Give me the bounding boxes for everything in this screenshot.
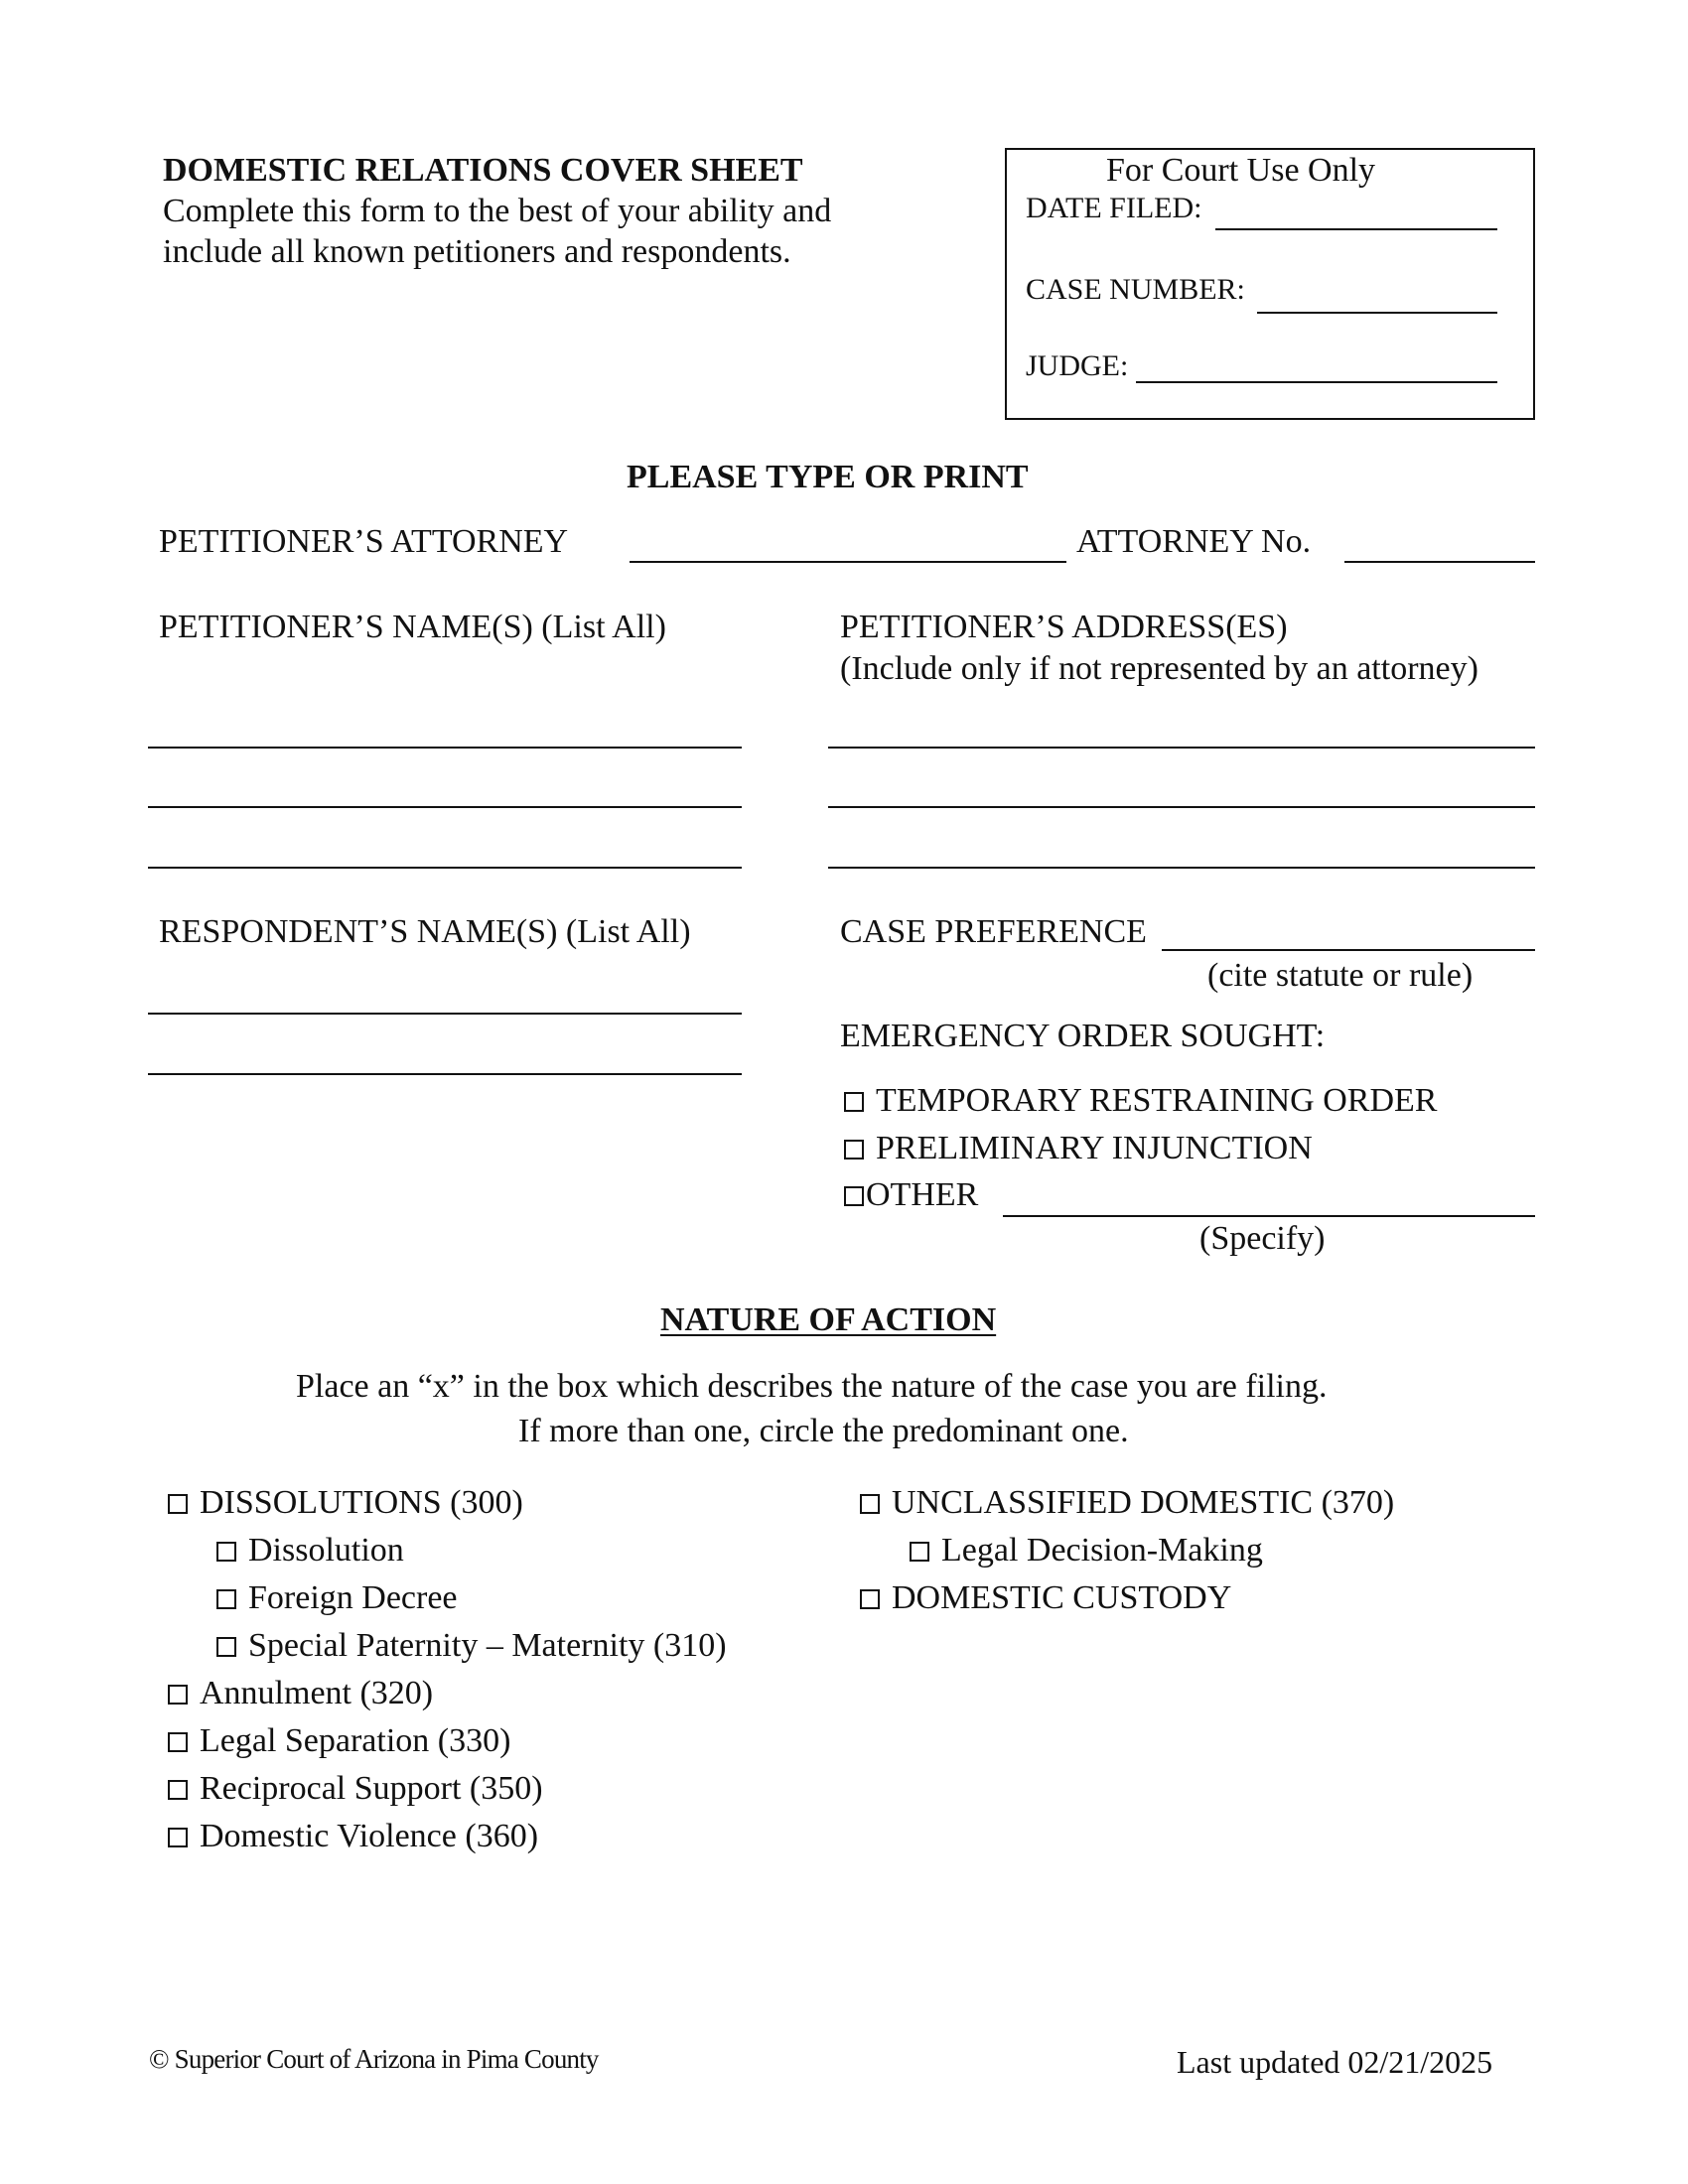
option-dissolution[interactable]: Dissolution [216,1531,404,1570]
option-dissolutions[interactable]: DISSOLUTIONS (300) [168,1483,523,1523]
nature-instruction-line-2: If more than one, circle the predominant one. [518,1413,1129,1449]
option-domestic-violence[interactable]: Domestic Violence (360) [168,1817,538,1856]
form-title: DOMESTIC RELATIONS COVER SHEET [163,152,803,189]
respondent-names-label: RESPONDENT’S NAME(S) (List All) [159,913,691,950]
checkbox[interactable] [168,1732,188,1752]
respondent-name-field[interactable] [148,1073,742,1075]
nature-of-action-heading: NATURE OF ACTION [660,1301,997,1338]
option-unclassified-domestic[interactable]: UNCLASSIFIED DOMESTIC (370) [860,1483,1394,1523]
checkbox[interactable] [216,1589,236,1609]
petitioner-address-field[interactable] [828,867,1535,869]
copyright-notice: © Superior Court of Arizona in Pima County [149,2044,599,2074]
checkbox[interactable] [860,1494,880,1514]
checkbox[interactable] [844,1092,864,1112]
petitioner-names-label: PETITIONER’S NAME(S) (List All) [159,609,666,645]
checkbox[interactable] [168,1828,188,1847]
option-legal-separation[interactable]: Legal Separation (330) [168,1721,510,1761]
case-preference-label: CASE PREFERENCE [840,913,1147,950]
attorney-number-field[interactable] [1344,561,1535,563]
date-filed-field[interactable] [1215,228,1497,230]
checkbox[interactable] [844,1186,864,1206]
option-reciprocal-support[interactable]: Reciprocal Support (350) [168,1769,543,1809]
print-notice: PLEASE TYPE OR PRINT [627,459,1029,495]
petitioner-address-field[interactable] [828,806,1535,808]
petitioner-address-note: (Include only if not represented by an attorney) [840,650,1478,687]
petitioner-name-field[interactable] [148,747,742,749]
checkbox[interactable] [844,1140,864,1160]
checkbox[interactable] [168,1685,188,1705]
petitioner-address-label: PETITIONER’S ADDRESS(ES) [840,609,1288,645]
case-preference-field[interactable] [1162,949,1535,951]
petitioner-attorney-field[interactable] [630,561,1066,563]
date-filed-label: DATE FILED: [1026,192,1202,224]
emergency-other-field[interactable] [1003,1215,1535,1217]
case-preference-note: (cite statute or rule) [1207,957,1474,994]
checkbox[interactable] [216,1637,236,1657]
respondent-name-field[interactable] [148,1013,742,1015]
checkbox[interactable] [168,1780,188,1800]
option-legal-decision-making[interactable]: Legal Decision-Making [910,1531,1263,1570]
nature-instruction-line-1: Place an “x” in the box which describes the nature of the case you are filing. [296,1368,1328,1405]
emergency-option-tro[interactable]: TEMPORARY RESTRAINING ORDER [844,1081,1437,1121]
instructions-line-2: include all known petitioners and respondents. [163,233,791,270]
checkbox[interactable] [168,1494,188,1514]
petitioner-name-field[interactable] [148,867,742,869]
option-domestic-custody[interactable]: DOMESTIC CUSTODY [860,1578,1231,1618]
judge-field[interactable] [1136,381,1497,383]
emergency-order-label: EMERGENCY ORDER SOUGHT: [840,1018,1326,1054]
option-foreign-decree[interactable]: Foreign Decree [216,1578,458,1618]
court-use-heading: For Court Use Only [1106,152,1376,189]
checkbox[interactable] [910,1542,929,1562]
case-number-field[interactable] [1257,312,1497,314]
last-updated: Last updated 02/21/2025 [1177,2044,1493,2080]
instructions-line-1: Complete this form to the best of your ability and [163,193,832,229]
petitioner-attorney-label: PETITIONER’S ATTORNEY [159,523,569,560]
judge-label: JUDGE: [1026,349,1129,382]
checkbox[interactable] [216,1542,236,1562]
case-number-label: CASE NUMBER: [1026,273,1245,306]
attorney-number-label: ATTORNEY No. [1076,523,1312,560]
checkbox[interactable] [860,1589,880,1609]
emergency-option-other[interactable]: OTHER [844,1175,978,1215]
specify-note: (Specify) [1199,1220,1326,1257]
petitioner-name-field[interactable] [148,806,742,808]
petitioner-address-field[interactable] [828,747,1535,749]
emergency-option-preliminary-injunction[interactable]: PRELIMINARY INJUNCTION [844,1129,1313,1168]
option-special-paternity-maternity[interactable]: Special Paternity – Maternity (310) [216,1626,727,1666]
option-annulment[interactable]: Annulment (320) [168,1674,433,1713]
